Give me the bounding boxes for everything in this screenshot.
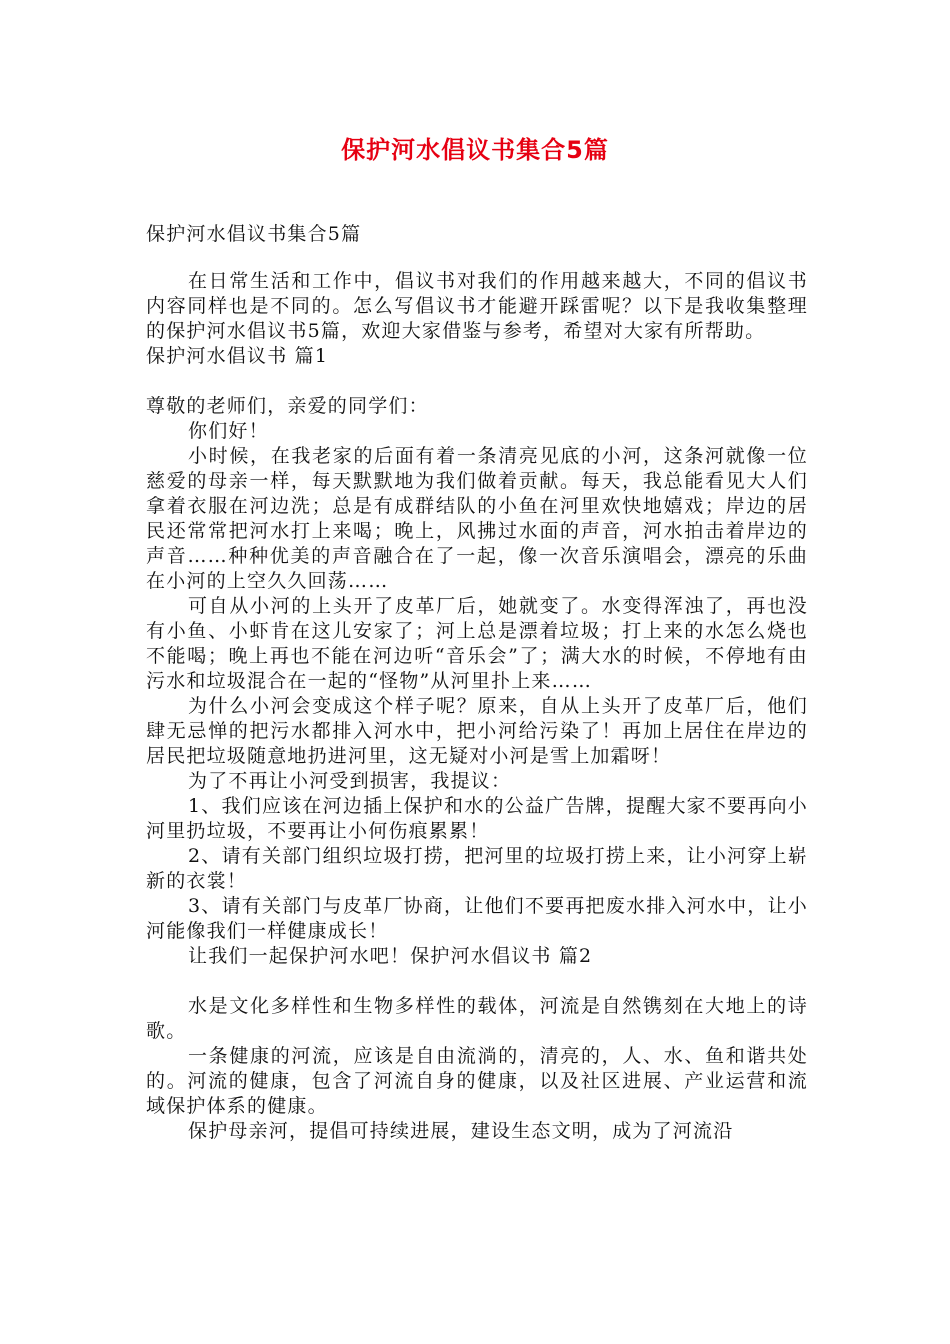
greeting: 你们好！ [188, 420, 269, 442]
document-body [146, 222, 808, 1144]
list-item: 2、请有关部门组织垃圾打捞，把河里的垃圾打捞上来，让小河穿上崭新的衣裳！ [146, 845, 808, 892]
paragraph: 水是文化多样性和生物多样性的载体，河流是自然镌刻在大地上的诗歌。 [146, 995, 808, 1042]
section-heading-1: 保护河水倡议书 篇1 [146, 345, 329, 367]
paragraph: 可自从小河的上头开了皮革厂后，她就变了。水变得浑浊了，再也没有小鱼、小虾肯在这儿安家了；河上总是漂着垃圾；打上来的水怎么烧也不能喝；晚上再也不能在河边听“音乐会”了；满大水的时候，不停地有由污水和垃圾混合在一起的“怪物”从河里扑上来…… [146, 595, 808, 692]
document-title: 保护河水倡议书集合5篇 [341, 136, 609, 164]
paragraph: 保护母亲河，提倡可持续进展，建设生态文明，成为了河流沿 [188, 1120, 734, 1142]
list-item: 3、请有关部门与皮革厂协商，让他们不要再把废水排入河水中，让小河能像我们一样健康成长！ [146, 895, 808, 942]
document-subtitle: 保护河水倡议书集合5篇 [146, 223, 362, 245]
list-item: 1、我们应该在河边插上保护和水的公益广告牌，提醒大家不要再向小河里扔垃圾，不要再让小何伤痕累累！ [146, 795, 808, 842]
paragraph: 一条健康的河流，应该是自由流淌的，清亮的，人、水、鱼和谐共处的。河流的健康，包含了河流自身的健康，以及社区进展、产业运营和流域保护体系的健康。 [146, 1045, 808, 1117]
paragraph: 为什么小河会变成这个样子呢？原来，自从上头开了皮革厂后，他们肆无忌惮的把污水都排入河水中，把小河给污染了！再加上居住在岸边的居民把垃圾随意地扔进河里，这无疑对小河是雪上加霜呀！ [146, 695, 808, 767]
paragraph: 为了不再让小河受到损害，我提议： [188, 770, 512, 792]
salutation: 尊敬的老师们，亲爱的同学们： [146, 395, 429, 417]
intro-paragraph: 在日常生活和工作中，倡议书对我们的作用越来越大，不同的倡议书内容同样也是不同的。怎么写倡议书才能避开踩雷呢？以下是我收集整理的保护河水倡议书5篇，欢迎大家借鉴与参考，希望对大家有所帮助。 [146, 270, 808, 342]
closing-line: 让我们一起保护河水吧！保护河水倡议书 篇2 [188, 945, 593, 967]
paragraph: 小时候，在我老家的后面有着一条清亮见底的小河，这条河就像一位慈爱的母亲一样，每天默默地为我们做着贡献。每天，我总能看见大人们拿着衣服在河边洗；总是有成群结队的小鱼在河里欢快地嬉戏；岸边的居民还常常把河水打上来喝；晚上，风拂过水面的声音，河水拍击着岸边的声音……种种优美的声音融合在了一起，像一次音乐演唱会，漂亮的乐曲在小河的上空久久回荡…… [146, 445, 808, 592]
